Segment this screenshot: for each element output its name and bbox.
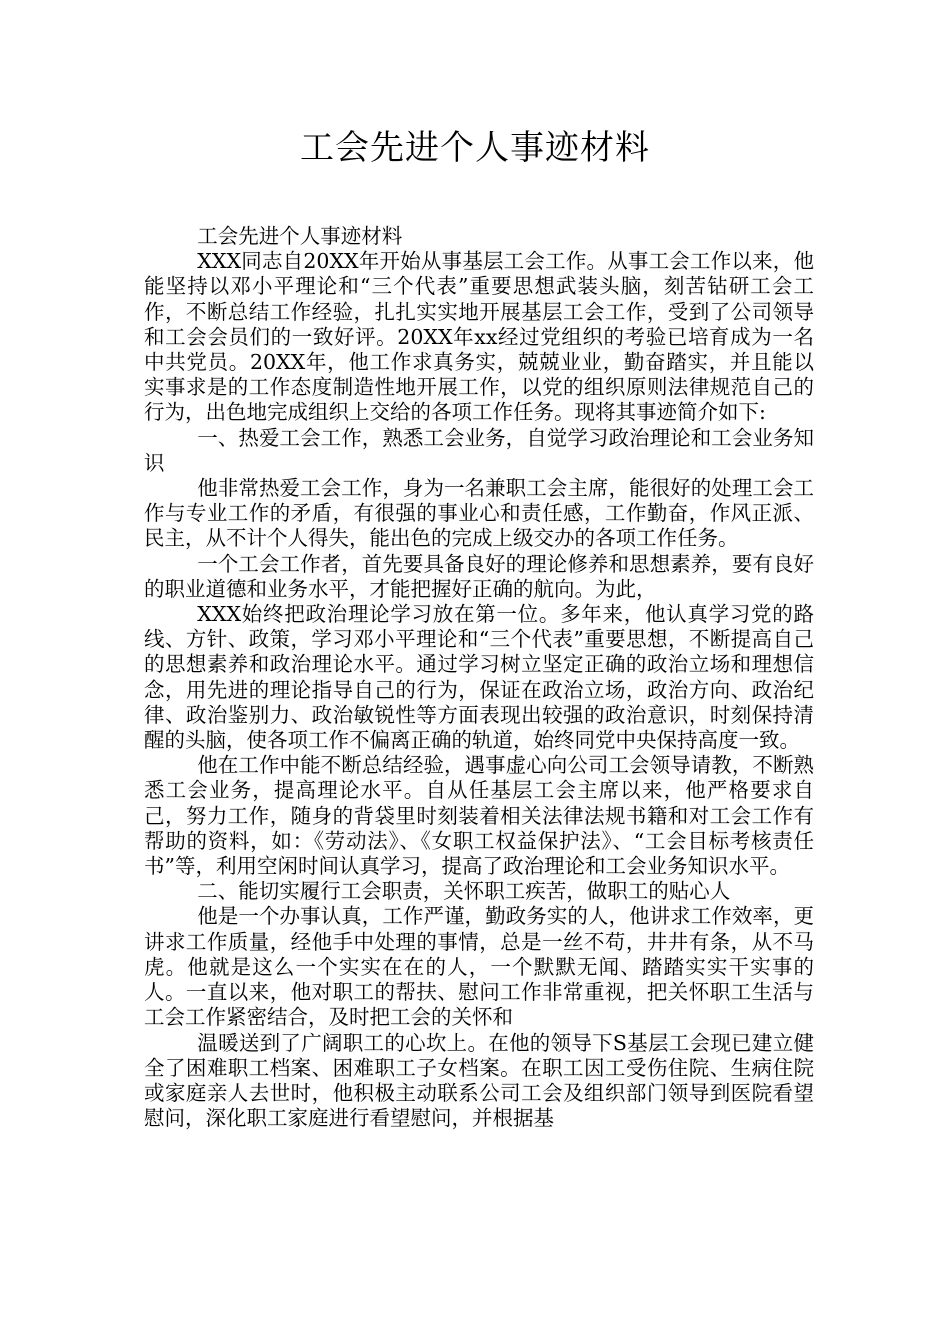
paragraph: 他非常热爱工会工作，身为一名兼职工会主席，能很好的处理工会工作与专业工作的矛盾，有很强的事业心和责任感，工作勤奋，作风正派、民主，从不计个人得失，能出色的完成上级交办的各项工作任务。 (144, 476, 814, 551)
paragraph-subtitle: 工会先进个人事迹材料 (197, 224, 403, 248)
document-title: 工会先进个人事迹材料 (300, 128, 650, 168)
document-body (144, 224, 814, 1131)
paragraph: 他在工作中能不断总结经验，遇事虚心向公司工会领导请教，不断熟悉工会业务，提高理论水平。自从任基层工会主席以来，他严格要求自己，努力工作，随身的背袋里时刻装着相关法律法规书籍和对工会工作有帮助的资料，如：《劳动法》、《女职工权益保护法》、“工会目标考核责任书”等，利用空闲时间认真学习，提高了政治理论和工会业务知识水平。 (144, 753, 814, 879)
section-heading-1: 一、热爱工会工作，熟悉工会业务，自觉学习政治理论和工会业务知识 (144, 425, 814, 475)
paragraph: 温暖送到了广阔职工的心坎上。在他的领导下S基层工会现已建立健全了困难职工档案、困难职工子女档案。在职工因工受伤住院、生病住院或家庭亲人去世时，他积极主动联系公司工会及组织部门领导到医院看望慰问，深化职工家庭进行看望慰问，并根据基 (144, 1030, 814, 1131)
paragraph: 一个工会工作者，首先要具备良好的理论修养和思想素养，要有良好的职业道德和业务水平，才能把握好正确的航向。为此， (144, 551, 814, 601)
paragraph-intro: XXX同志自20XX年开始从事基层工会工作。从事工会工作以来，他能坚持以邓小平理论和“三个代表”重要思想武装头脑，刻苦钻研工会工作，不断总结工作经验，扎扎实实地开展基层工会工作，受到了公司领导和工会会员们的一致好评。20XX年xx经过党组织的考验已培育成为一名中共党员。20XX年，他工作求真务实，兢兢业业，勤奋踏实，并且能以实事求是的工作态度制造性地开展工作，以党的组织原则法律规范自己的行为，出色地完成组织上交给的各项工作任务。现将其事迹简介如下: (144, 249, 814, 425)
section-heading-2: 二、能切实履行工会职责，关怀职工疾苦，做职工的贴心人 (197, 879, 731, 904)
paragraph: 他是一个办事认真，工作严谨，勤政务实的人，他讲求工作效率，更讲求工作质量，经他手中处理的事情，总是一丝不苟，井井有条，从不马虎。他就是这么一个实实在在的人，一个默默无闻、踏踏实实干实事的人。一直以来，他对职工的帮扶、慰问工作非常重视，把关怀职工生活与工会工作紧密结合，及时把工会的关怀和 (144, 904, 814, 1030)
paragraph: XXX始终把政治理论学习放在第一位。多年来，他认真学习党的路线、方针、政策，学习邓小平理论和“三个代表”重要思想，不断提高自己的思想素养和政治理论水平。通过学习树立坚定正确的政治立场和理想信念，用先进的理论指导自己的行为，保证在政治立场，政治方向、政治纪律、政治鉴别力、政治敏锐性等方面表现出较强的政治意识，时刻保持清醒的头脑，使各项工作不偏离正确的轨道，始终同党中央保持高度一致。 (144, 602, 814, 753)
